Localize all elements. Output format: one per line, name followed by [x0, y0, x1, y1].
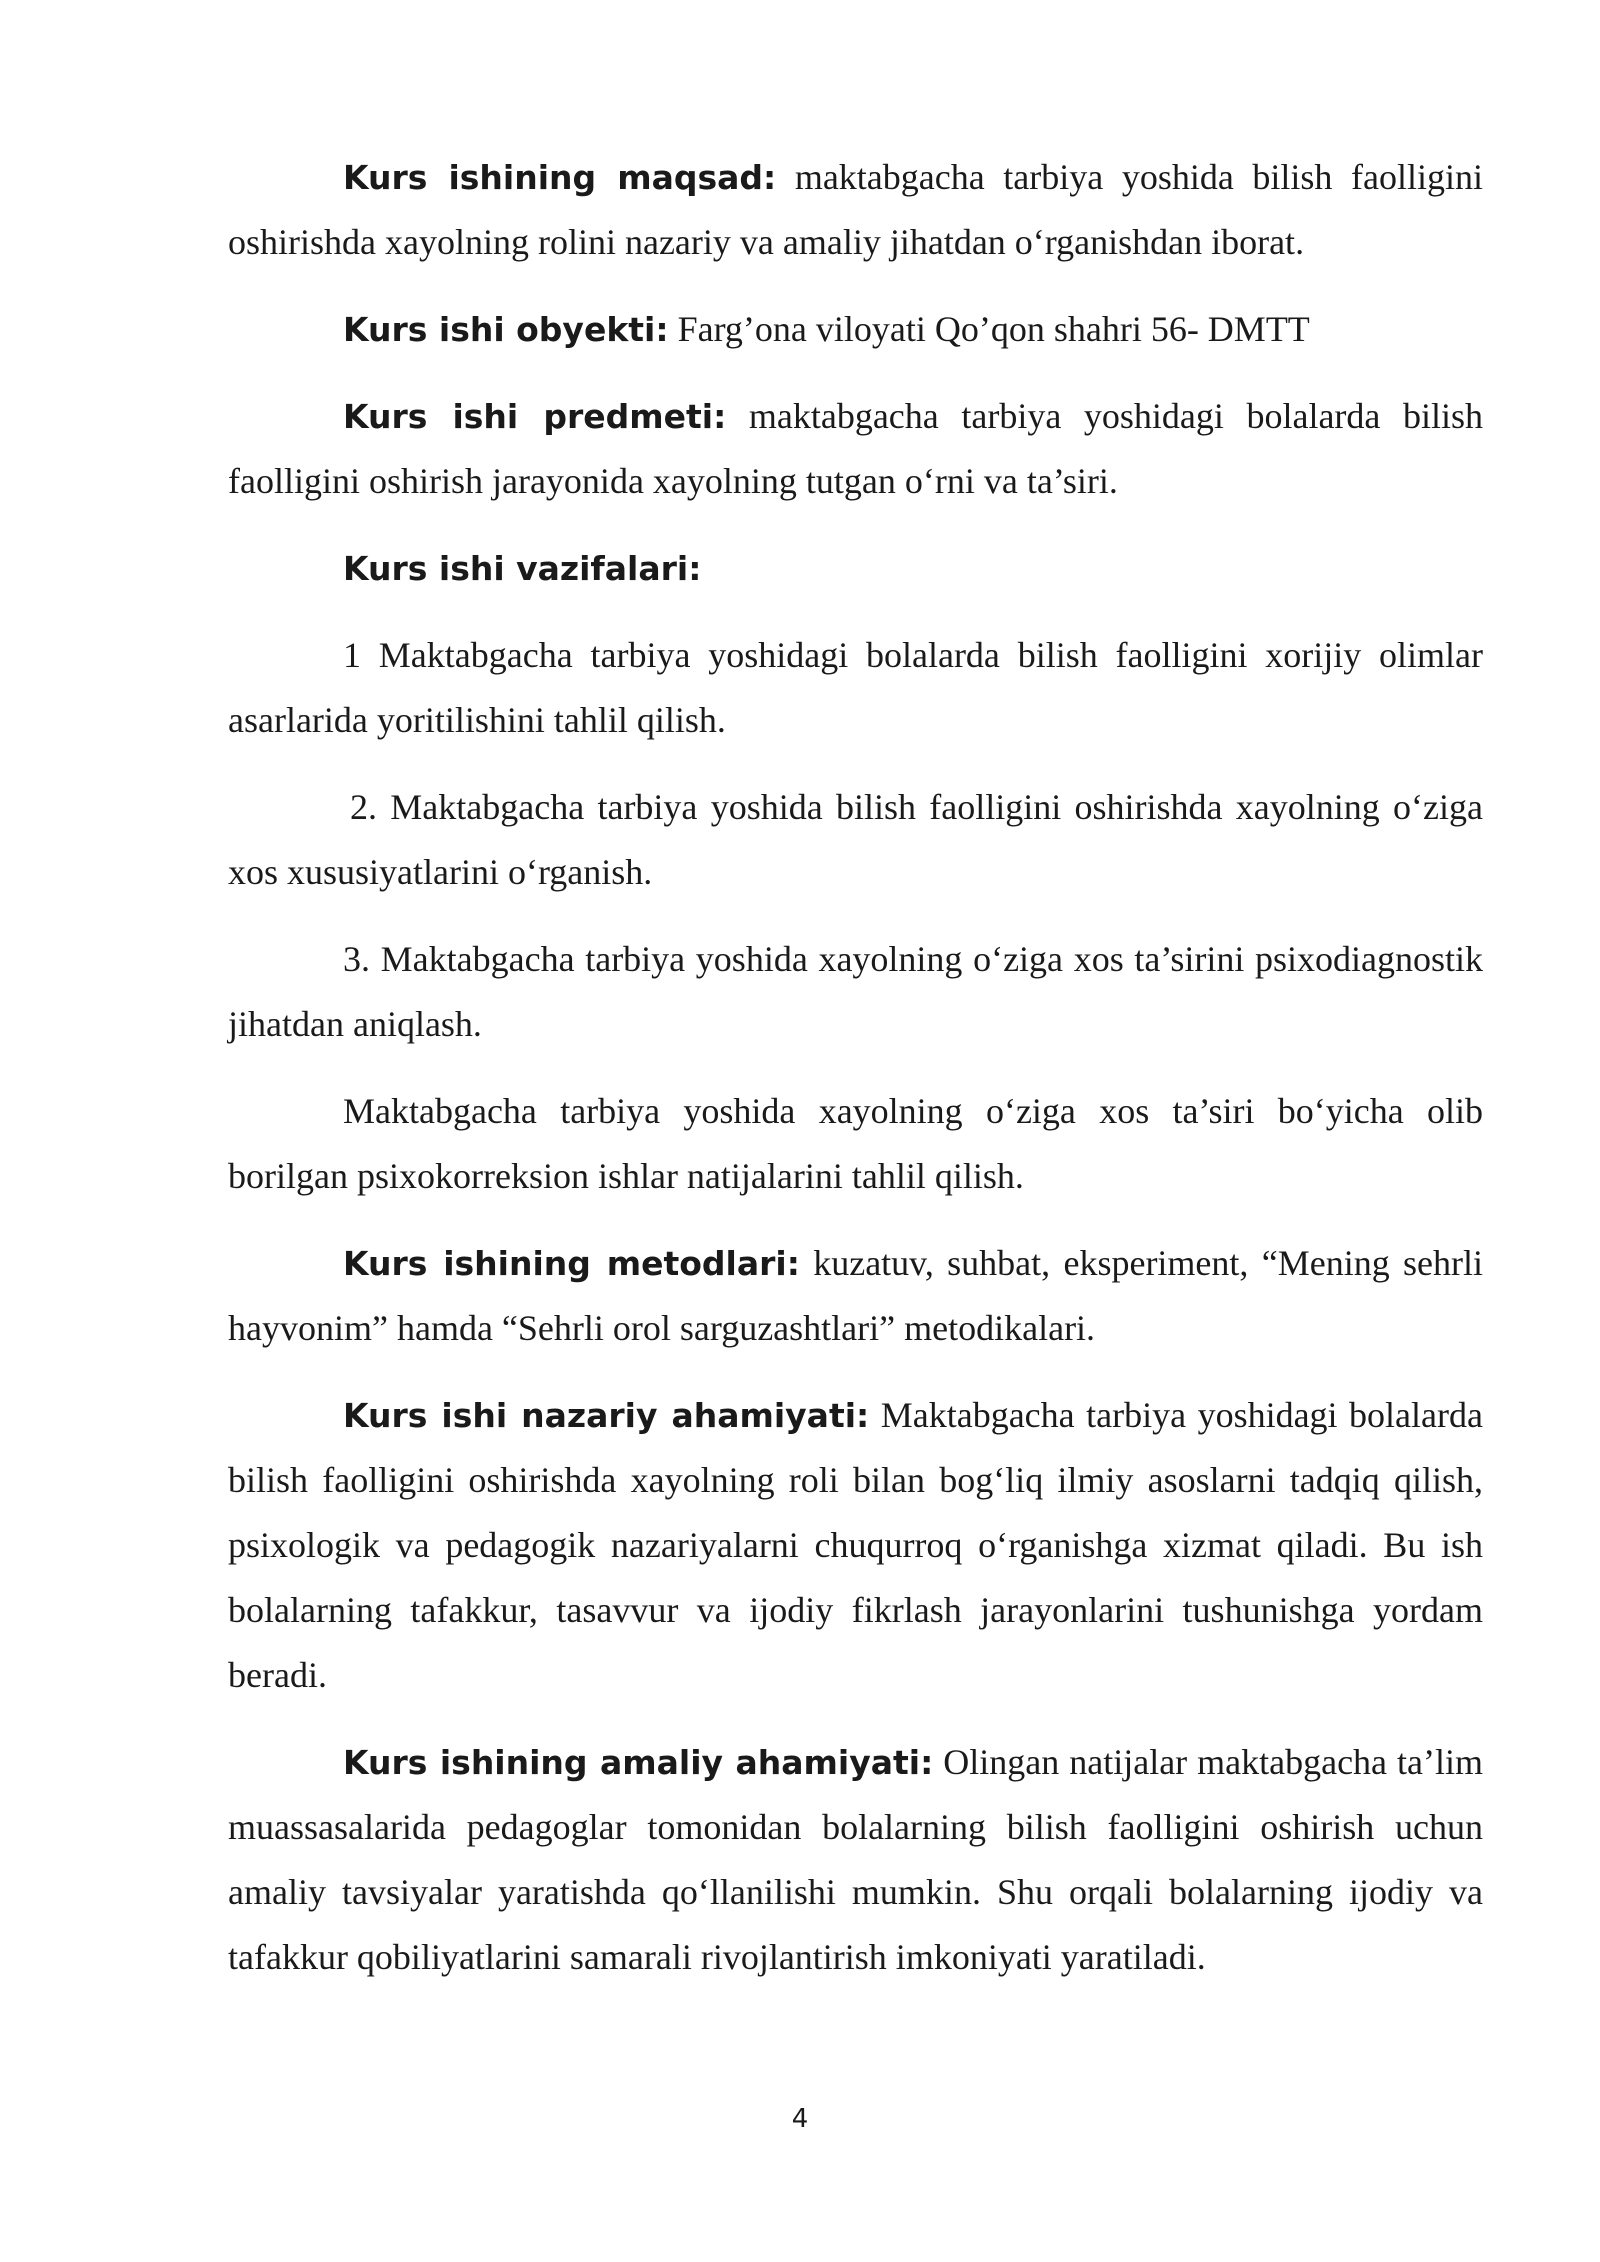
paragraph-subject-text: maktabgacha tarbiya yoshidagi bolalarda bilish faolligini oshirish jarayonida xayolning tutgan o‘rni va ta’siri. — [228, 396, 1484, 501]
document-page — [228, 145, 1483, 2012]
task-item-2-text: 2. Maktabgacha tarbiya yoshida bilish faolligini oshirishda xayolning o‘ziga xos xususiyatlarini o‘rganish. — [228, 787, 1483, 892]
paragraph-goal-heading: Kurs ishining maqsad: — [343, 158, 777, 197]
paragraph-goal-text: maktabgacha tarbiya yoshida bilish faolligini oshirishda xayolning rolini nazariy va amaliy jihatdan o‘rganishdan iborat. — [228, 157, 1483, 262]
paragraph-subject — [228, 384, 1483, 514]
paragraph-methods-text: kuzatuv, suhbat, eksperiment, “Mening sehrli hayvonim” hamda “Sehrli orol sarguzashtlari” metodikalari. — [228, 1243, 1484, 1348]
paragraph-theoretical-text: Maktabgacha tarbiya yoshidagi bolalarda bilish faolligini oshirishda xayolning roli bilan bog‘liq ilmiy asoslarni tadqiq qilish, psixologik va pedagogik nazariyalarni chuqurroq o‘rganishga xizmat qiladi. Bu ish bolalarning tafakkur, tasavvur va ijodiy fikrlash jarayonlarini tushunishga yordam beradi. — [228, 1395, 1483, 1695]
paragraph-practical-text: Olingan natijalar maktabgacha ta’lim muassasalarida pedagoglar tomonidan bolalarning bilish faolligini oshirish uchun amaliy tavsiyalar yaratishda qo‘llanilishi mumkin. Shu orqali bolalarning ijodiy va tafakkur qobiliyatlarini samarali rivojlantirish imkoniyati yaratiladi. — [228, 1742, 1483, 1977]
task-item-1 — [228, 623, 1483, 753]
paragraph-object-heading: Kurs ishi obyekti: — [343, 310, 669, 349]
paragraph-methods-heading: Kurs ishining metodlari: — [343, 1244, 800, 1283]
task-item-4-text: Maktabgacha tarbiya yoshida xayolning o‘ziga xos ta’siri bo‘yicha olib borilgan psixokorreksion ishlar natijalarini tahlil qilish. — [228, 1091, 1483, 1196]
paragraph-object — [228, 297, 1483, 362]
page-number: 4 — [791, 2104, 809, 2134]
task-item-3-text: 3. Maktabgacha tarbiya yoshida xayolning o‘ziga xos ta’sirini psixodiagnostik jihatdan aniqlash. — [228, 939, 1483, 1044]
paragraph-practical-significance — [228, 1730, 1483, 1990]
task-item-3 — [228, 927, 1483, 1057]
paragraph-goal — [228, 145, 1483, 275]
paragraph-object-text: Farg’ona viloyati Qo’qon shahri 56- DMTT — [668, 309, 1310, 349]
paragraph-subject-heading: Kurs ishi predmeti: — [343, 397, 727, 436]
task-item-1-text: 1 Maktabgacha tarbiya yoshidagi bolalarda bilish faolligini xorijiy olimlar asarlarida yoritilishini tahlil qilish. — [228, 635, 1483, 740]
task-item-2 — [228, 775, 1483, 905]
paragraph-theoretical-significance — [228, 1383, 1483, 1708]
paragraph-practical-heading: Kurs ishining amaliy ahamiyati: — [343, 1743, 934, 1782]
paragraph-methods — [228, 1231, 1483, 1361]
tasks-heading: Kurs ishi vazifalari: — [343, 549, 702, 588]
paragraph-tasks-heading — [228, 536, 1483, 601]
task-item-4 — [228, 1079, 1483, 1209]
paragraph-theoretical-heading: Kurs ishi nazariy ahamiyati: — [343, 1396, 870, 1435]
